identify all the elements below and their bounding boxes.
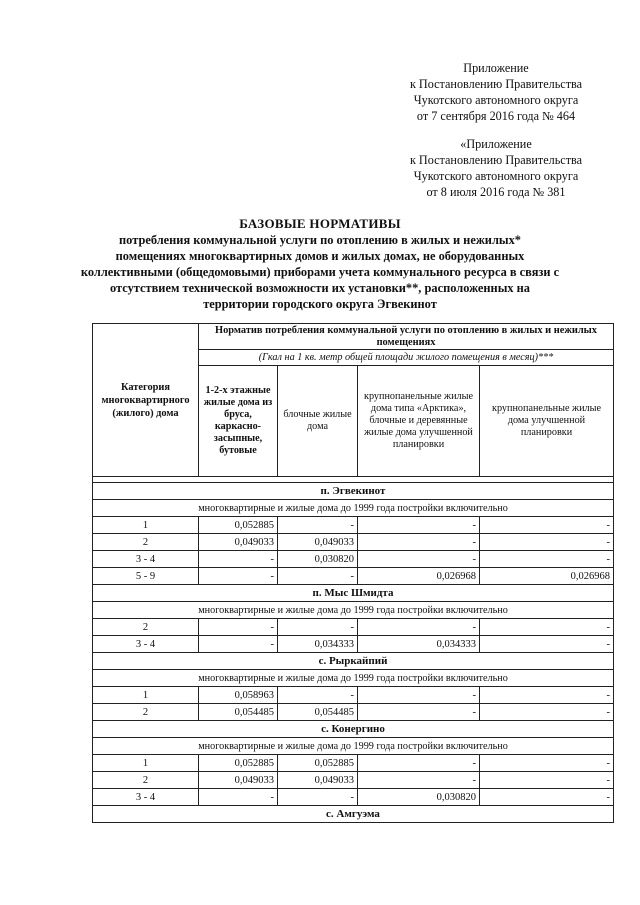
norms-table <box>92 323 614 823</box>
locality-row <box>93 721 614 738</box>
norm-value-cell: 0,030820 <box>278 551 358 568</box>
floor-category-cell: 2 <box>93 704 199 721</box>
appendix-line: к Постановлению Правительства <box>409 153 583 167</box>
header-column: блочные жилые дома <box>278 366 358 477</box>
header-column: 1-2-х этажные жилые дома из бруса, каркасно-засыпные, бутовые <box>199 366 278 477</box>
table-row <box>93 568 614 585</box>
appendix-line: «Приложение <box>460 137 532 151</box>
norm-value-cell: - <box>480 772 614 789</box>
norm-value-cell: - <box>199 636 278 653</box>
locality-row <box>93 806 614 823</box>
norm-value-cell: 0,049033 <box>278 772 358 789</box>
norm-value-cell: 0,058963 <box>199 687 278 704</box>
table-row <box>93 534 614 551</box>
norm-value-cell: - <box>278 619 358 636</box>
title-line: территории городского округа Эгвекинот <box>203 297 437 311</box>
period-label: многоквартирные и жилые дома до 1999 года постройки включительно <box>93 500 614 517</box>
norm-value-cell: - <box>278 687 358 704</box>
title-line: отсутствием технической возможности их установки**, расположенных на <box>109 281 530 295</box>
locality-name: с. Рыркайпий <box>93 653 614 670</box>
appendix-current-block <box>388 60 604 124</box>
floor-category-cell: 3 - 4 <box>93 789 199 806</box>
document-title <box>70 216 570 312</box>
appendix-line: от 8 июля 2016 года № 381 <box>426 185 566 199</box>
norm-value-cell: - <box>278 789 358 806</box>
floor-category-cell: 3 - 4 <box>93 551 199 568</box>
norm-value-cell: 0,049033 <box>278 534 358 551</box>
locality-row <box>93 653 614 670</box>
table-row <box>93 551 614 568</box>
table-row <box>93 755 614 772</box>
norm-value-cell: - <box>480 517 614 534</box>
locality-name: с. Конергино <box>93 721 614 738</box>
norm-value-cell: - <box>480 755 614 772</box>
norm-value-cell: 0,026968 <box>480 568 614 585</box>
norm-value-cell: 0,054485 <box>278 704 358 721</box>
floor-category-cell: 2 <box>93 619 199 636</box>
norm-value-cell: - <box>480 551 614 568</box>
locality-name: с. Амгуэма <box>93 806 614 823</box>
norm-value-cell: - <box>199 789 278 806</box>
norm-value-cell: - <box>480 687 614 704</box>
table-row <box>93 636 614 653</box>
norm-value-cell: 0,030820 <box>358 789 480 806</box>
locality-row <box>93 585 614 602</box>
table-row <box>93 772 614 789</box>
norm-value-cell: - <box>480 619 614 636</box>
floor-category-cell: 1 <box>93 517 199 534</box>
norm-value-cell: - <box>358 687 480 704</box>
table-body <box>93 483 614 823</box>
norm-value-cell: - <box>278 517 358 534</box>
norm-value-cell: - <box>278 568 358 585</box>
norm-value-cell: 0,049033 <box>199 772 278 789</box>
norm-value-cell: - <box>199 619 278 636</box>
period-label: многоквартирные и жилые дома до 1999 года постройки включительно <box>93 738 614 755</box>
floor-category-cell: 3 - 4 <box>93 636 199 653</box>
title-line: коллективными (общедомовыми) приборами учета коммунального ресурса в связи с <box>80 265 560 279</box>
norm-value-cell: 0,054485 <box>199 704 278 721</box>
title-main: БАЗОВЫЕ НОРМАТИВЫ <box>239 216 401 231</box>
norm-value-cell: - <box>358 534 480 551</box>
header-column: крупнопанельные жилые дома улучшенной планировки <box>480 366 614 477</box>
norm-value-cell: - <box>358 551 480 568</box>
norm-value-cell: - <box>199 568 278 585</box>
table-header <box>93 324 614 483</box>
norm-value-cell: - <box>480 704 614 721</box>
floor-category-cell: 2 <box>93 534 199 551</box>
norm-value-cell: - <box>480 534 614 551</box>
period-row <box>93 500 614 517</box>
appendix-line: к Постановлению Правительства <box>409 77 583 91</box>
norm-value-cell: 0,049033 <box>199 534 278 551</box>
appendix-original-block <box>388 136 604 200</box>
period-label: многоквартирные и жилые дома до 1999 года постройки включительно <box>93 602 614 619</box>
norm-value-cell: 0,052885 <box>199 755 278 772</box>
norm-value-cell: 0,052885 <box>199 517 278 534</box>
appendix-line: Чукотского автономного округа <box>413 169 579 183</box>
header-category: Категория многоквартирного (жилого) дома <box>93 324 199 477</box>
norm-value-cell: - <box>358 517 480 534</box>
period-row <box>93 602 614 619</box>
header-unit: (Гкал на 1 кв. метр общей площади жилого помещения в месяц)*** <box>199 350 614 366</box>
appendix-line: от 7 сентября 2016 года № 464 <box>416 109 576 123</box>
table-row <box>93 517 614 534</box>
norm-value-cell: 0,034333 <box>358 636 480 653</box>
norm-value-cell: - <box>358 772 480 789</box>
period-label: многоквартирные и жилые дома до 1999 года постройки включительно <box>93 670 614 687</box>
appendix-line: Приложение <box>463 61 529 75</box>
header-column: крупнопанельные жилые дома типа «Арктика», блочные и деревянные жилые дома улучшенной планировки <box>358 366 480 477</box>
floor-category-cell: 1 <box>93 755 199 772</box>
norm-value-cell: - <box>480 789 614 806</box>
title-line: помещениях многоквартирных домов и жилых домах, не оборудованных <box>115 249 525 263</box>
norm-value-cell: 0,052885 <box>278 755 358 772</box>
period-row <box>93 670 614 687</box>
locality-name: п. Эгвекинот <box>93 483 614 500</box>
floor-category-cell: 2 <box>93 772 199 789</box>
table-row <box>93 687 614 704</box>
header-group: Норматив потребления коммунальной услуги по отоплению в жилых и нежилых помещениях <box>199 324 614 350</box>
norm-value-cell: - <box>358 704 480 721</box>
norm-value-cell: - <box>358 755 480 772</box>
title-line: потребления коммунальной услуги по отоплению в жилых и нежилых* <box>119 233 521 247</box>
table-row <box>93 789 614 806</box>
norm-value-cell: - <box>480 636 614 653</box>
norm-value-cell: 0,034333 <box>278 636 358 653</box>
table-row <box>93 619 614 636</box>
floor-category-cell: 1 <box>93 687 199 704</box>
floor-category-cell: 5 - 9 <box>93 568 199 585</box>
norm-value-cell: 0,026968 <box>358 568 480 585</box>
norm-value-cell: - <box>358 619 480 636</box>
table-row <box>93 704 614 721</box>
norm-value-cell: - <box>199 551 278 568</box>
appendix-line: Чукотского автономного округа <box>413 93 579 107</box>
period-row <box>93 738 614 755</box>
locality-name: п. Мыс Шмидта <box>93 585 614 602</box>
locality-row <box>93 483 614 500</box>
